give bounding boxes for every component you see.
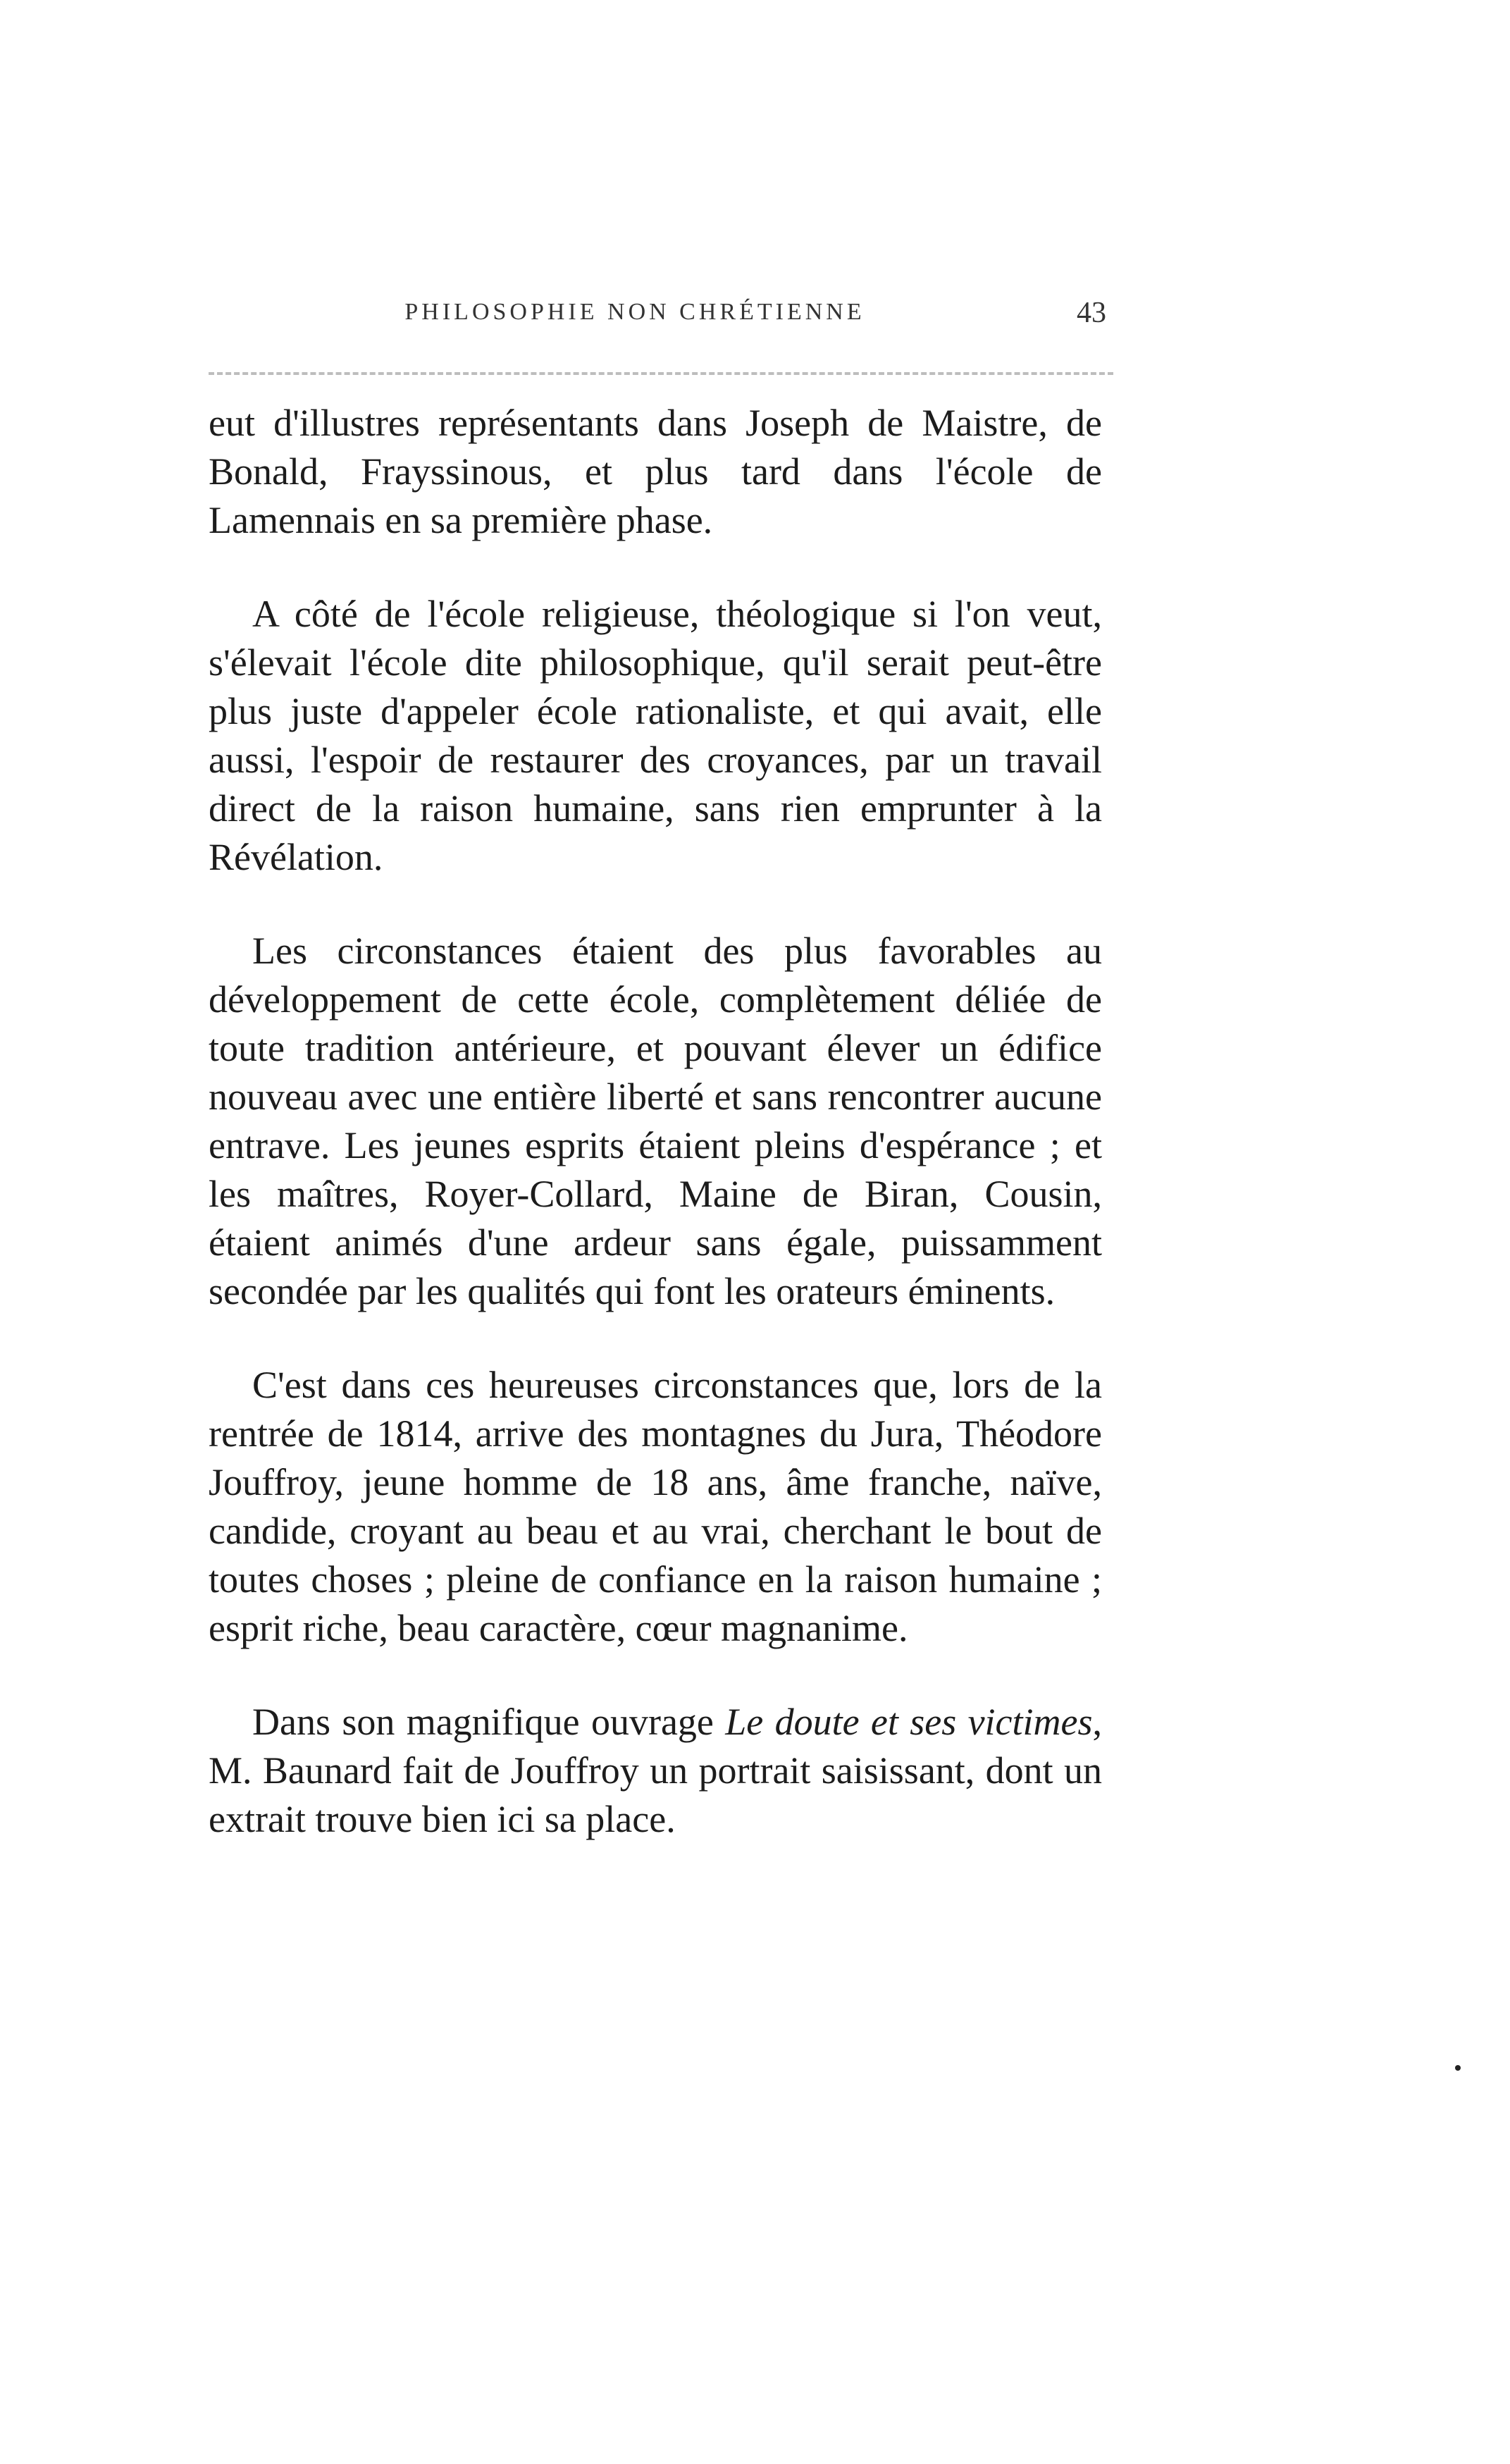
ink-speck bbox=[1455, 2065, 1461, 2071]
paragraph-jouffroy: C'est dans ces heureuses circonstances que, lors de la rentrée de 1814, arrive des montagnes du Jura, Théodore Jouffroy, jeune homme de 18 ans, âme franche, naïve, candide, croyant au beau et au vrai, cherchant le bout de toutes choses ; pleine de confiance en la raison humaine ; esprit riche, beau caractère, cœur magnanime. bbox=[209, 1364, 1102, 1649]
body-text bbox=[209, 399, 1102, 1844]
paragraph-baunard-after: , M. Baunard fait de Jouffroy un portrait saisissant, dont un extrait trouve bien ici sa place. bbox=[209, 1701, 1102, 1840]
running-head bbox=[209, 295, 1113, 337]
paragraph-baunard-before: Dans son magnifique ouvrage bbox=[252, 1701, 726, 1743]
paragraph-ecole-philosophique: A côté de l'école religieuse, théologique si l'on veut, s'élevait l'école dite philosophique, qu'il serait peut-être plus juste d'appeler école rationaliste, et qui avait, elle aussi, l'espoir de restaurer des croyances, par un travail direct de la raison humaine, sans rien emprunter à la Révélation. bbox=[209, 593, 1102, 878]
book-title: Le doute et ses victimes bbox=[725, 1701, 1093, 1743]
running-title: PHILOSOPHIE NON CHRÉTIENNE bbox=[404, 299, 865, 325]
header-rule bbox=[209, 372, 1113, 375]
paragraph-baunard bbox=[209, 1698, 1102, 1844]
page-number: 43 bbox=[1077, 297, 1106, 329]
paragraph-circonstances: Les circonstances étaient des plus favorables au développement de cette école, complètement déliée de toute tradition antérieure, et pouvant élever un édifice nouveau avec une entière liberté et sans rencontrer aucune entrave. Les jeunes esprits étaient pleins d'espérance ; et les maîtres, Royer-Collard, Maine de Biran, Cousin, étaient animés d'une ardeur sans égale, puissamment secondée par les qualités qui font les orateurs éminents. bbox=[209, 930, 1102, 1312]
paragraph-continuation: eut d'illustres représentants dans Joseph de Maistre, de Bonald, Frayssinous, et plus tard dans l'école de Lamennais en sa première phase. bbox=[209, 402, 1102, 541]
